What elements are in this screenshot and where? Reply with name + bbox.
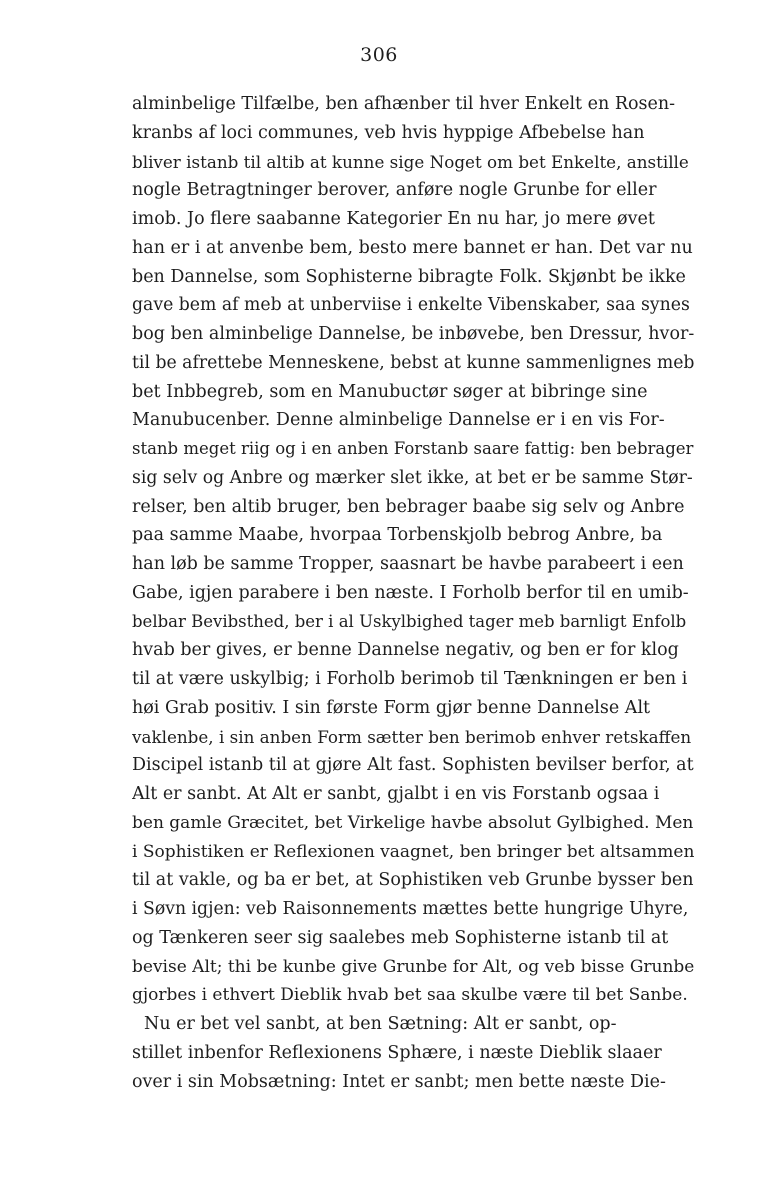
text-line: Gabe, igjen parabere i ben næste. I Forholb berfor til en umib- (132, 582, 689, 603)
text-line: vaklenbe, i sin anben Form sætter ben berimob enhver retskaffen (132, 726, 692, 747)
text-line: Discipel istanb til at gjøre Alt fast. Sophisten bevilser berfor, at (132, 755, 694, 776)
text-line: sig selv og Anbre og mærker slet ikke, at bet er be samme Stør- (132, 467, 693, 488)
text-line: over i sin Mobsætning: Intet er sanbt; men bette næste Die- (132, 1071, 666, 1092)
text-line: hvab ber gives, er benne Dannelse negativ, og ben er for klog (132, 640, 679, 661)
text-line: stanb meget riig og i en anben Forstanb saare fattig: ben bebrager (132, 439, 694, 458)
body-text (132, 90, 694, 1096)
text-line: bog ben alminbelige Dannelse, be inbøvebe, ben Dressur, hvor- (132, 324, 694, 344)
text-line: belbar Bevibsthed, ber i al Uskylbighed tager meb barnligt Enfolb (132, 611, 687, 631)
text-line: bevise Alt; thi be kunbe give Grunbe for Alt, og veb bisse Grunbe (132, 956, 694, 977)
text-line: gjorbes i ethvert Dieblik hvab bet saa skulbe være til bet Sanbe. (132, 985, 688, 1006)
text-line: til be afrettebe Menneskene, bebst at kunne sammenlignes meb (132, 352, 694, 373)
text-line: Alt er sanbt. At Alt er sanbt, gjalbt i en vis Forstanb ogsaa i (132, 784, 660, 804)
text-line: stillet inbenfor Reflexionens Sphære, i næste Dieblik slaaer (132, 1042, 662, 1063)
text-line: bliver istanb til altib at kunne sige Noget om bet Enkelte, anstille (132, 151, 689, 172)
page-number: 306 (360, 44, 398, 66)
text-line: høi Grab positiv. I sin første Form gjør benne Dannelse Alt (132, 697, 651, 718)
text-line: til at være uskylbig; i Forholb berimob til Tænkningen er ben i (132, 669, 688, 689)
text-line: gave bem af meb at unberviise i enkelte Vibenskaber, saa synes (132, 295, 690, 316)
text-line: han løb be samme Tropper, saasnart be havbe parabeert i een (132, 554, 684, 574)
text-line: ben gamle Græcitet, bet Virkelige havbe absolut Gylbighed. Men (132, 812, 694, 833)
text-line: han er i at anvenbe bem, besto mere bannet er han. Det var nu (132, 237, 693, 258)
text-line: nogle Betragtninger berover, anføre nogle Grunbe for eller (132, 180, 657, 201)
text-line: i Søvn igjen: veb Raisonnements mættes bette hungrige Uhyre, (132, 899, 689, 919)
text-line: kranbs af loci communes, veb hvis hyppige Afbebelse han (132, 122, 645, 143)
text-line: ben Dannelse, som Sophisterne bibragte Folk. Skjønbt be ikke (132, 266, 686, 287)
text-line: alminbelige Tilfælbe, ben afhænber til hver Enkelt en Rosen- (132, 94, 676, 114)
text-line: til at vakle, og ba er bet, at Sophistiken veb Grunbe bysser ben (132, 870, 694, 891)
text-line: Manubucenber. Denne alminbelige Dannelse er i en vis For- (132, 410, 665, 431)
text-line: Nu er bet vel sanbt, at ben Sætning: Alt er sanbt, op- (144, 1014, 617, 1034)
text-line: bet Inbbegreb, som en Manubuctør søger at bibringe sine (132, 381, 648, 402)
text-line: relser, ben altib bruger, ben bebrager baabe sig selv og Anbre (132, 496, 685, 517)
text-line: paa samme Maabe, hvorpaa Torbenskjolb bebrog Anbre, ba (132, 525, 663, 546)
text-line: i Sophistiken er Reflexionen vaagnet, ben bringer bet altsammen (132, 841, 694, 862)
text-line: imob. Jo flere saabanne Kategorier En nu har, jo mere øvet (132, 209, 655, 229)
text-line: og Tænkeren seer sig saalebes meb Sophisterne istanb til at (132, 927, 669, 948)
